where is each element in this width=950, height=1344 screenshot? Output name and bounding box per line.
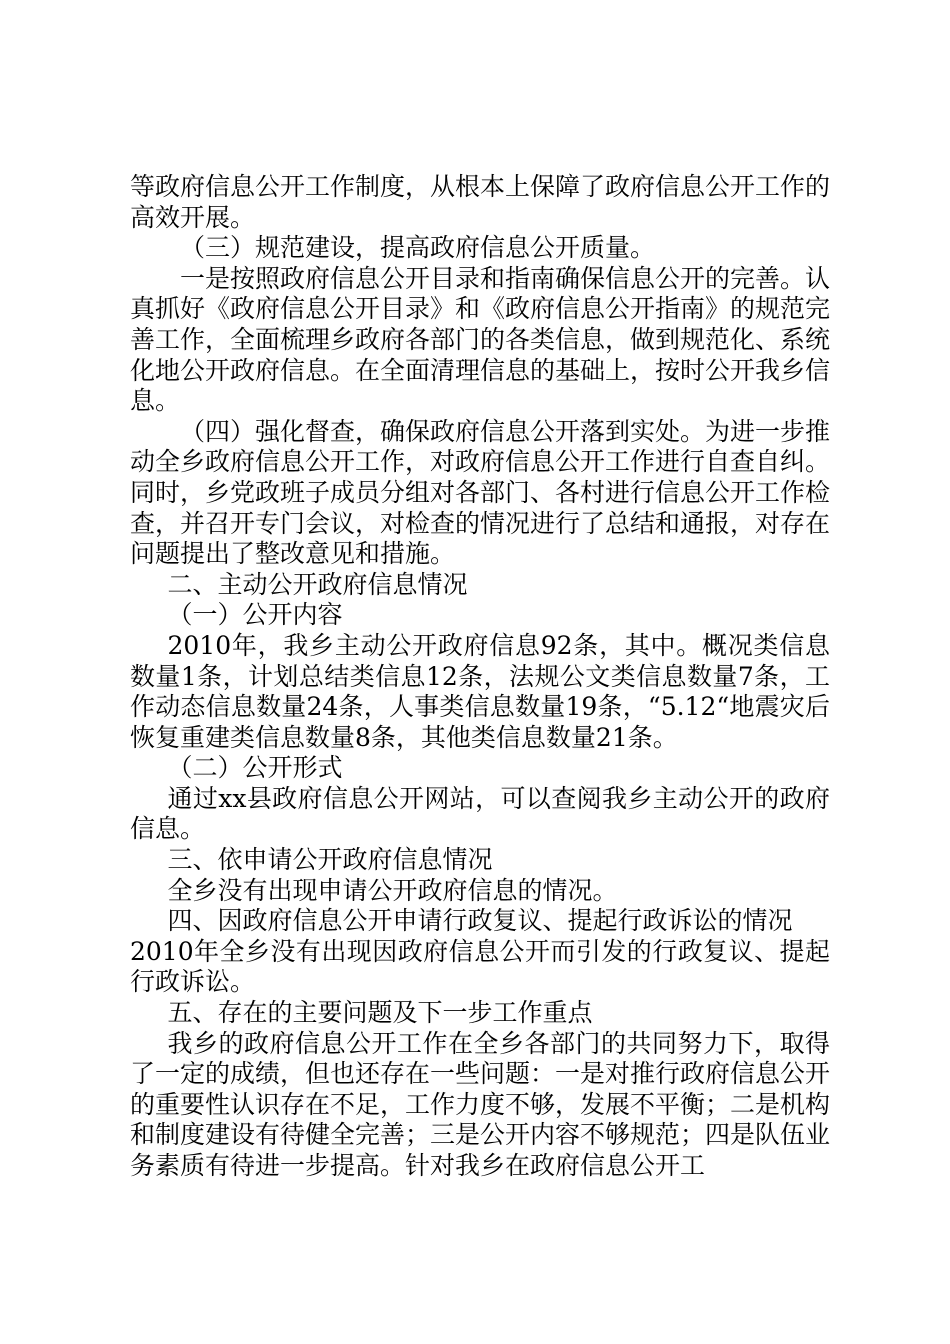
- paragraph-website: 通过xx县政府信息公开网站，可以查阅我乡主动公开的政府信息。: [130, 783, 830, 844]
- paragraph-statistics: 2010年，我乡主动公开政府信息92条，其中。概况类信息数量1条，计划总结类信息12条，法规公文类信息数量7条，工作动态信息数量24条，人事类信息数量19条，“5.12“地震灾后恢复重建类信息数量8条，其他类信息数量21条。: [130, 630, 830, 752]
- heading-review: 四、因政府信息公开申请行政复议、提起行政诉讼的情况: [167, 906, 793, 936]
- paragraph-no-review: 2010年全乡没有出现因政府信息公开而引发的行政复议、提起行政诉讼。: [130, 936, 830, 997]
- paragraph-no-application: 全乡没有出现申请公开政府信息的情况。: [167, 875, 618, 905]
- heading-application: 三、依申请公开政府信息情况: [167, 845, 493, 875]
- paragraph-continuation: 等政府信息公开工作制度，从根本上保障了政府信息公开工作的高效开展。: [130, 172, 831, 232]
- section-heading-3: （三）规范建设，提高政府信息公开质量。: [180, 233, 656, 263]
- section-heading-4: （四）强化督查，确保政府信息公开落到实处。为进一步推动全乡政府信息公开工作，对政府信息公开工作进行自查自纠。同时，乡党政班子成员分组对各部门、各村进行信息公开工作检查，并召开专门会议，对检查的情况进行了总结和通报，对存在问题提出了整改意见和措施。: [130, 416, 831, 569]
- heading-problems: 五、存在的主要问题及下一步工作重点: [167, 998, 593, 1028]
- heading-active-disclosure: 二、主动公开政府信息情况: [167, 569, 468, 599]
- document-body: [130, 172, 830, 1182]
- subheading-form: （二）公开形式: [167, 753, 343, 783]
- subheading-content: （一）公开内容: [167, 600, 343, 630]
- paragraph-catalog: 一是按照政府信息公开目录和指南确保信息公开的完善。认真抓好《政府信息公开目录》和《政府信息公开指南》的规范完善工作，全面梳理乡政府各部门的各类信息，做到规范化、系统化地公开政府信息。在全面清理信息的基础上，按时公开我乡信息。: [130, 263, 831, 416]
- paragraph-problems: 我乡的政府信息公开工作在全乡各部门的共同努力下，取得了一定的成绩，但也还存在一些问题：一是对推行政府信息公开的重要性认识存在不足，工作力度不够，发展不平衡；二是机构和制度建设有待健全完善；三是公开内容不够规范；四是队伍业务素质有待进一步提高。针对我乡在政府信息公开工: [130, 1028, 831, 1180]
